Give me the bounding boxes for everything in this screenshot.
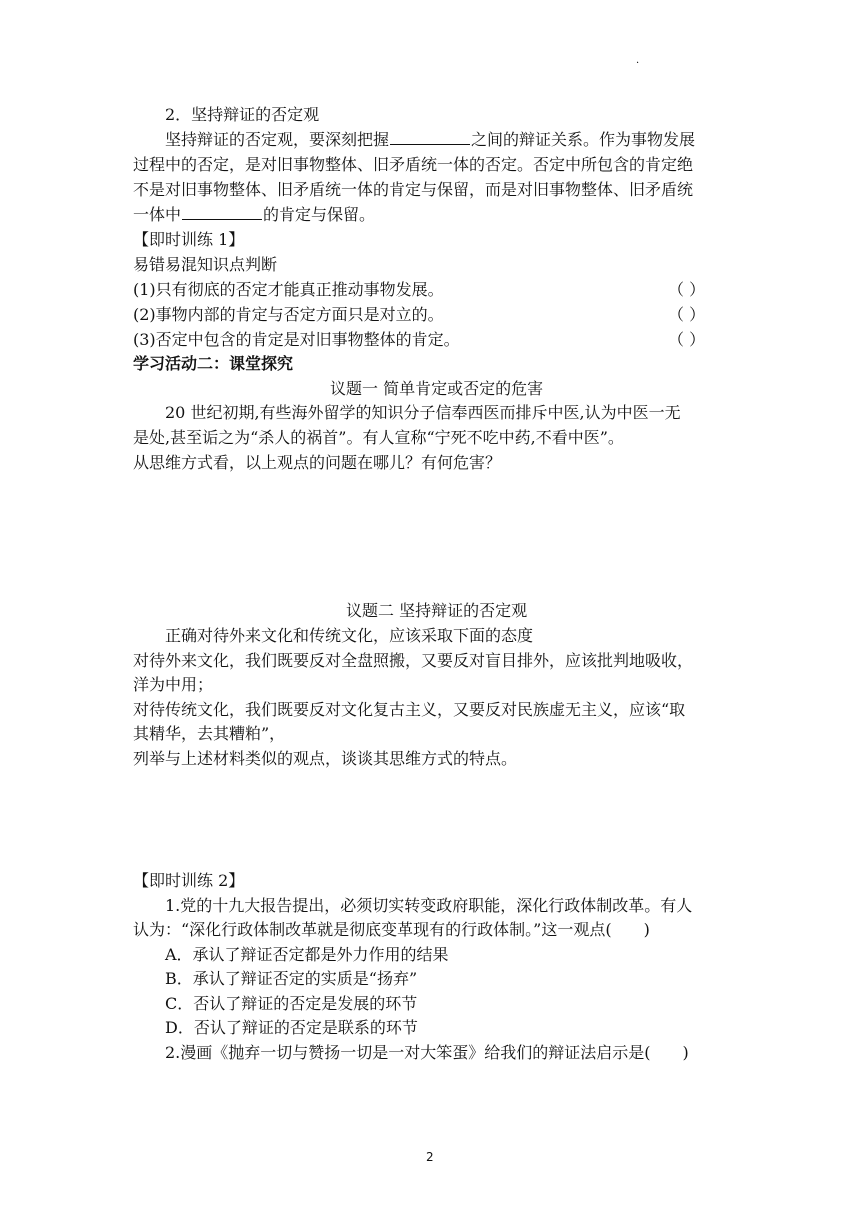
training-title: 【即时训练 2】 <box>133 871 245 890</box>
paragraph-line: 是处,甚至诟之为“杀人的祸首”。有人宣称“宁死不吃中药,不看中医”。 <box>133 428 624 447</box>
answer-paren: （ ） <box>668 280 706 299</box>
question-line: 1.党的十九大报告提出，必须切实转变政府职能，深化行政体制改革。有人 <box>165 896 693 915</box>
section-heading: 2．坚持辩证的否定观 <box>165 105 320 124</box>
option-d: D．否认了辩证的否定是联系的环节 <box>165 1018 418 1037</box>
paragraph-line <box>133 204 375 226</box>
paragraph-line: 正确对待外来文化和传统文化，应该采取下面的态度 <box>165 626 534 645</box>
fill-blank <box>390 130 470 145</box>
paragraph-line: 其精华，去其糟粕”， <box>133 724 286 743</box>
judgement-item: (3)否定中包含的肯定是对旧事物整体的肯定。 <box>133 330 460 349</box>
text-segment: 一体中 <box>133 205 182 224</box>
topic-title: 议题一 简单肯定或否定的危害 <box>330 379 544 398</box>
paragraph-line: 对待传统文化，我们既要反对文化复古主义，又要反对民族虚无主义，应该“取 <box>133 700 686 719</box>
paragraph-line: 对待外来文化，我们既要反对全盘照搬，又要反对盲目排外，应该批判地吸收， <box>133 651 694 670</box>
activity-title: 学习活动二：课堂探究 <box>133 354 294 373</box>
option-a: A．承认了辩证否定都是外力作用的结果 <box>165 945 449 964</box>
paragraph-line: 过程中的否定，是对旧事物整体、旧矛盾统一体的否定。否定中所包含的肯定绝 <box>133 155 694 174</box>
question-line: 2.漫画《抛弃一切与赞扬一切是一对大笨蛋》给我们的辩证法启示是( ) <box>165 1043 689 1062</box>
judgement-item: (2)事物内部的肯定与否定方面只是对立的。 <box>133 305 444 324</box>
question-line: 列举与上述材料类似的观点，谈谈其思维方式的特点。 <box>133 749 518 768</box>
paragraph-line: 20 世纪初期,有些海外留学的知识分子信奉西医而排斥中医,认为中医一无 <box>165 403 681 422</box>
text-segment: 的肯定与保留。 <box>263 205 376 224</box>
text-segment: 坚持辩证的否定观，要深刻把握 <box>165 130 390 149</box>
topic-title: 议题二 坚持辩证的否定观 <box>346 601 528 620</box>
training-subtitle: 易错易混知识点判断 <box>133 255 278 274</box>
header-mark: · <box>636 58 640 69</box>
question-line: 认为：“深化行政体制改革就是彻底变革现有的行政体制。”这一观点( ) <box>133 920 650 939</box>
answer-paren: （ ） <box>668 330 706 349</box>
training-title: 【即时训练 1】 <box>133 230 245 249</box>
page-number: 2 <box>426 1150 434 1164</box>
option-c: C．否认了辩证的否定是发展的环节 <box>165 994 418 1013</box>
paragraph-line <box>165 129 695 151</box>
option-b: B．承认了辩证否定的实质是“扬弃” <box>165 969 418 988</box>
text-segment: 之间的辩证关系。作为事物发展 <box>471 130 696 149</box>
paragraph-line: 不是对旧事物整体、旧矛盾统一体的肯定与保留，而是对旧事物整体、旧矛盾统 <box>133 180 694 199</box>
question-line: 从思维方式看，以上观点的问题在哪儿？有何危害？ <box>133 453 502 472</box>
answer-paren: （ ） <box>668 305 706 324</box>
fill-blank <box>182 205 262 220</box>
paragraph-line: 洋为中用； <box>133 675 214 694</box>
judgement-item: (1)只有彻底的否定才能真正推动事物发展。 <box>133 280 444 299</box>
